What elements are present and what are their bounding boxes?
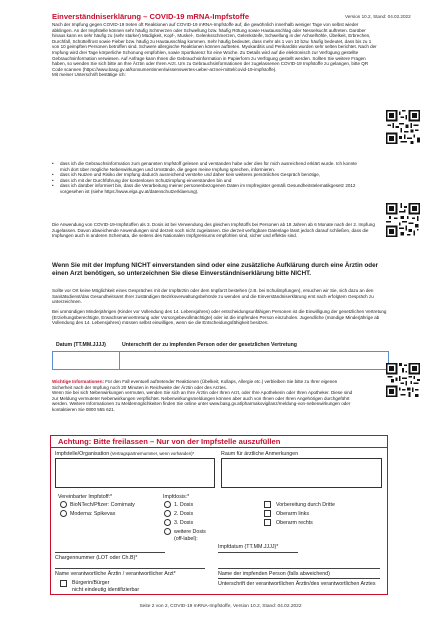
signature-divider (119, 352, 120, 369)
date-label: Datum (TT.MM.JJJJ) (56, 342, 106, 348)
doctor-signature-line[interactable] (218, 578, 380, 579)
citizen-label: Bürgerin/Bürger (72, 580, 110, 586)
vaccine-label: Vereinbarter Impfstoff:* (58, 494, 113, 500)
qr-code-icon[interactable] (386, 110, 420, 144)
citizen-label-2: nicht eindeutig identifizierbar (72, 587, 140, 593)
impfstelle-hint: (Vertragspartnernummer, wenn vorhanden)* (109, 451, 195, 456)
doctor-label: Name verantwortliche Ärztin / verantwortlicher Arzt* (55, 571, 176, 577)
vaccine-radio-biontech[interactable] (60, 501, 67, 508)
version-info: Version 10.2, Stand: 04.02.2022 (345, 14, 411, 19)
list-item: • dass ich darüber informiert bin, dass die Verarbeitung meiner personenbezogenen Daten im Impfregister gemäß Gesundheitstelematikgesetz 2012 vorgesehen ist (siehe https://www.elga.gv.at/datenschutzerklaerung). (52, 183, 362, 194)
list-item: • dass ich mit der Durchführung der kostenlosen Schutzimpfung einverstanden bin und (52, 178, 362, 184)
list-item: • dass ich Nutzen und Risiko der Impfung dadurch ausreichend verstehe und daher kein weiteres persönliches Gespräch benötige, (52, 172, 362, 178)
signature-labels (52, 342, 389, 350)
vaccine-option-moderna: Moderna: Spikevax (70, 511, 116, 517)
important-info-label: Wichtige Informationen: (52, 379, 104, 384)
dose-radio-further[interactable] (164, 528, 171, 535)
qr-code-icon[interactable] (386, 363, 420, 397)
signature-label: Unterschrift der zu impfenden Person oder der gesetzlichen Vertretung (122, 342, 297, 348)
dose-option-2: 2. Dosis (174, 511, 194, 517)
vaccine-radio-moderna[interactable] (60, 510, 67, 517)
checkbox-left-arm[interactable] (264, 510, 271, 517)
school-vaccination-paragraph: Sollte vor Ort keine Möglichkeit eines Gespräches mit der Impfärztin oder dem Impfarzt bestehen (z.B. bei Schulimpfungen), ersuchen wir Sie, sich dazu an den Sanitätsdienst/das Gesundheitsamt Ihrer zuständigen Bezirksverwaltungsbehörde zu wenden und die Einverständniserklärung erst nach erfolgtem Gespräch zu unterzeichnen. (52, 288, 374, 305)
checkbox-citizen[interactable] (60, 580, 67, 587)
impfstelle-label (55, 451, 194, 457)
checkbox-third-party[interactable] (264, 501, 271, 508)
vaccinator-line[interactable] (218, 568, 380, 569)
intro-text: Nach der Impfung gegen COVID-19 treten oft Reaktionen auf COVID-19 mRNA-Impfstoffe auf, die gewöhnlich innerhalb weniger Tage von selbst wieder abklingen. An der Impfstelle können sehr häufig Schmerzen oder Schwellung bzw. häufig Rötung sowie Hautausschlag oder Nesselsucht auftreten. Darüber hinaus kann es sehr häufig zu (sehr starker) Müdigkeit, Kopf-, Muskel-, Gelenksschmerzen, Gelenksteife, Schwellung in der Achselhöhle, Übelkeit, Erbrechen, Durchfall, Schüttelfrost sowie Fieber bzw. häufig zu Hautausschlag kommen. Sehr häufig bedeutet, dass mehr als 1 von 10 bzw. häufig bedeutet, dass bis zu 1 von 10 geimpften Personen betroffen sind. Schwere allergische Reaktionen können auftreten. Myokarditis und Perikarditis wurden sehr selten berichtet. Nach der Impfung wird drei Tage körperliche Schonung empfohlen, sowie Sportkarenz für eine Woche. Zu Details wird auf die elektronisch zur Verfügung gestellte Gebrauchsinformation verwiesen. Auf Anfrage kann Ihnen die Gebrauchsinformation in Papierform zu Verfügung gestellt werden. Sollten Sie weitere Fragen haben, so wenden Sie sich bitte an Ihre Ärztin oder Ihren Arzt. Um zu Gebrauchsinformationen der zugelassenen COVID-19 Impfstoffe zu gelangen, bitte QR Code scannen (https://www.basg.gv.at/konsumentinnen/wissenswertes-ueber-arznei-mittel/covid-19-impfstoffe). (52, 22, 377, 72)
important-info (52, 379, 357, 413)
signature-field[interactable] (52, 351, 389, 370)
dose-option-3: 3. Dosis (174, 520, 194, 526)
dose-option-further: weitere Dosis (174, 529, 206, 535)
minors-paragraph: Bei unmündigen Minderjährigen (Kinder vor Vollendung des 14. Lebensjahres) oder entscheidungsunfähigen Personen ist die Einwilligung der gesetzlichen Vertretung (Erziehungsberechtigte, Erwachsenenvertretung oder Vorsorgebevollmächtigte) oder ist die impfenden Person einzuholen. Jugendliche (mündige Minderjährige ab Vollendung des 14. Lebensjahres) müssen selbst einwilligen, wenn sie die Entscheidungsfähigkeit besitzen. (52, 309, 387, 326)
page-title: Einverständniserklärung – COVID-19 mRNA-Impfstoffe (52, 12, 250, 21)
charge-label: Chargennummer (LOT oder Ch.B)* (55, 555, 138, 561)
notes-field[interactable] (221, 458, 382, 488)
side-effects-text: Wenn Sie bei sich Nebenwirkungen vermuten, wenden Sie sich an Ihre Ärztin oder Ihren Arzt, oder Ihre Apothekerin oder Ihren Apotheker. Diese sind zur Meldung vermuteter Nebenwirkungen verpflichtet. Nebenwirkungsmeldungen können aber auch von Ihnen oder Ihren Angehörigen durchgeführt werden. Weitere Informationen zu Meldemöglichkeiten finden Sie online unter www.basg.gv.at/pharmakovigilanz/meldung-von-nebenwirkungen oder kontaktieren Sie 0800 555 621. (52, 390, 353, 412)
vaccine-option-biontech: BioNTech/Pfizer: Comirnaty (70, 502, 135, 508)
charge-line[interactable] (55, 552, 165, 553)
list-item: • dass ich die Gebrauchsinformation zum genannten Impfstoff gelesen und verstanden habe oder dies für mich ausreichend erklärt wurde. Ich konnte mich dort über mögliche Nebenwirkungen und Umstände, die gegen meine Impfung sprechen, informieren. (52, 161, 362, 172)
impfstelle-field[interactable] (55, 458, 215, 488)
vaccinator-label: Name der impfenden Person (falls abweichend) (218, 571, 330, 577)
confirmation-list (52, 161, 362, 195)
do-not-sign-notice: Wenn Sie mit der Impfung NICHT einverstanden sind oder eine zusätzliche Aufklärung durch eine Ärztin oder einen Arzt benötigen, so unterzeichnen Sie diese Einverständniserklärung bitte NICHT. (52, 262, 379, 277)
impfstelle-label-text: Impfstelle/Organisation (55, 451, 110, 457)
left-arm-label: Oberarm links (276, 511, 309, 517)
dose-radio-1[interactable] (164, 501, 171, 508)
application-paragraph: Die Anwendung von COVID-19-Impfstoffen als 3. Dosis ist bei Verwendung des gleichen Impfstoffs bei Personen ab 18 Jahren ab 6 Monate nach der 2. Impfung zugelassen. Davon abweichende Anwendungen sind derzeit noch nicht zugelassen. Die derzeit verfügbare Datenlage lässt jedoch darauf schließen, dass die Impfungen auch in anderen Schemata, die seitens des Nationalen Impfgremiums empfohlen sind, sicher und effektiv sind. (52, 222, 375, 239)
qr-code-icon[interactable] (386, 203, 420, 237)
dose-radio-3[interactable] (164, 519, 171, 526)
third-party-label: Vorbereitung durch Dritte (276, 502, 335, 508)
doctor-signature-label: Unterschrift der verantwortlichen Ärztin/des verantwortlichen Arztes (218, 581, 376, 587)
intro-paragraph (52, 22, 377, 78)
dose-label: Impfdosis:* (163, 494, 190, 500)
dose-option-1: 1. Dosis (174, 502, 194, 508)
important-info-text: Für den Fall eventuell auftretender Reaktionen (Übelkeit, Kollaps, Allergie etc.) verbleiben Sie bitte zu Ihrer eigenen Sicherheit nach der Impfung noch 20 Minuten in Reichweite der Ärztin oder des Arztes. (52, 379, 338, 390)
page-footer: Seite 2 von 2, COVID-19 mRNA-Impfstoffe, Version 10.2, Stand: 04.02.2022 (139, 604, 302, 609)
date-line[interactable] (218, 552, 298, 553)
clinic-only-title: Achtung: Bitte freilassen – Nur von der Impfstelle auszufüllen (58, 437, 281, 446)
right-arm-label: Oberarm rechts (276, 520, 313, 526)
impfdatum-label: Impfdatum (TT.MM.JJJJ)* (218, 544, 279, 550)
doctor-line[interactable] (55, 568, 205, 569)
dose-radio-2[interactable] (164, 510, 171, 517)
checkbox-right-arm[interactable] (264, 519, 271, 526)
clinic-only-separator (50, 447, 388, 448)
confirm-intro: Mit meiner Unterschrift bestätige ich: (52, 72, 126, 78)
notes-label: Raum für ärztliche Anmerkungen (221, 451, 299, 457)
dose-option-off-label: (off-label): (174, 536, 198, 542)
